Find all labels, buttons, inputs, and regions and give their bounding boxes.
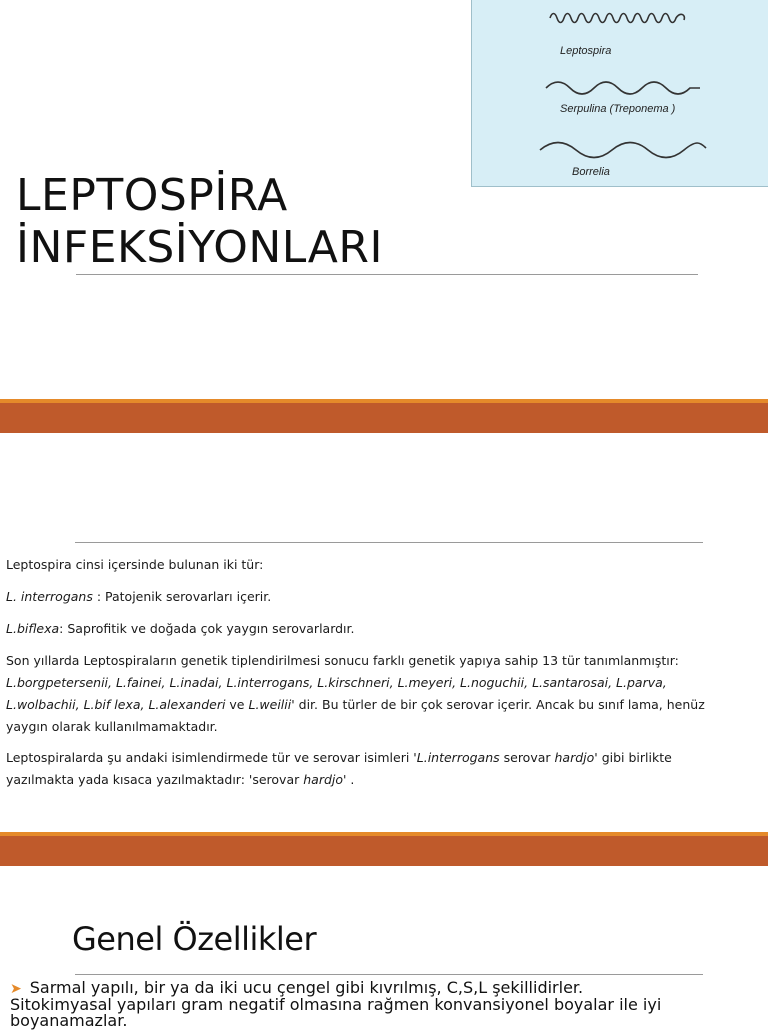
title-line-2: İNFEKSİYONLARI xyxy=(16,222,383,273)
paragraph-nomenclature xyxy=(6,747,706,791)
paragraph-intro xyxy=(6,554,706,576)
biflexa-desc: : Saprofitik ve doğada çok yaygın serovarlardır. xyxy=(59,621,355,636)
nomen-em3: hardjo xyxy=(303,772,344,787)
nomen-b: serovar xyxy=(499,750,555,765)
species-interrogans: L. interrogans xyxy=(6,589,93,604)
section-heading: Genel Özellikler xyxy=(72,920,317,958)
nomen-em1: L.interrogans xyxy=(416,750,500,765)
species-weilii: L.weilii xyxy=(248,697,292,712)
slide2-top-rule xyxy=(75,542,703,543)
nomen-a: Leptospiralarda şu andaki isimlendirmede tür ve serovar isimleri ' xyxy=(6,750,417,765)
bullet-text-1: Sarmal yapılı, bir ya da iki ucu çengel gibi kıvrılmış, C,S,L şekillidirler. xyxy=(29,978,584,997)
genetic-intro: Son yıllarda Leptospiraların genetik tiplendirilmesi sonucu farklı genetik yapıya sahip 13 tür tanımlanmıştır: xyxy=(6,653,679,668)
species-biflexa: L.biflexa xyxy=(6,621,60,636)
slide-title xyxy=(16,170,383,274)
borrelia-label: Borrelia xyxy=(572,166,610,178)
paragraph-interrogans xyxy=(6,586,706,608)
paragraph-genetic-species xyxy=(6,650,706,738)
slide-separator-1 xyxy=(0,399,768,433)
species-list: L.borgpetersenii, L.fainei, L.inadai, L.interrogans, L.kirschneri, L.meyeri, L.noguchii, L.santarosai, L.parva, L.wolbachii, L.bif lexa, L.alexanderi xyxy=(6,675,667,712)
bullet-list xyxy=(10,980,750,1029)
bacteria-figure xyxy=(471,0,768,187)
genetic-outro: ' dir. Bu türler de bir çok serovar içerir. Ancak bu sınıf lama, henüz yaygın olarak kullanılmamaktadır. xyxy=(6,697,705,734)
leptospira-label: Leptospira xyxy=(560,45,612,57)
species-conj: ve xyxy=(225,697,249,712)
nomen-d: ' . xyxy=(343,772,355,787)
serpulina-label: Serpulina (Treponema ) xyxy=(560,103,676,115)
nomen-em2: hardjo' xyxy=(554,750,598,765)
paragraph-biflexa xyxy=(6,618,706,640)
interrogans-desc: : Patojenik serovarları içerir. xyxy=(92,589,272,604)
slide3-rule xyxy=(75,974,703,975)
serpulina-drawing xyxy=(544,78,704,98)
borrelia-drawing xyxy=(538,138,708,162)
title-underline xyxy=(76,274,698,275)
arrow-bullet-icon: ➤ xyxy=(10,981,22,997)
title-line-1: LEPTOSPİRA xyxy=(16,170,288,221)
leptospira-drawing xyxy=(546,10,691,26)
nomen-c: gibi birlikte yazılmakta yada kısaca yazılmaktadır: 'serovar xyxy=(6,750,672,787)
bullet-text-2: Sitokimyasal yapıları gram negatif olmasına rağmen konvansiyonel boyalar ile iyi boyanamazlar. xyxy=(10,995,662,1030)
slide-separator-2 xyxy=(0,832,768,866)
intro-text: Leptospira cinsi içersinde bulunan iki tür: xyxy=(6,557,264,572)
